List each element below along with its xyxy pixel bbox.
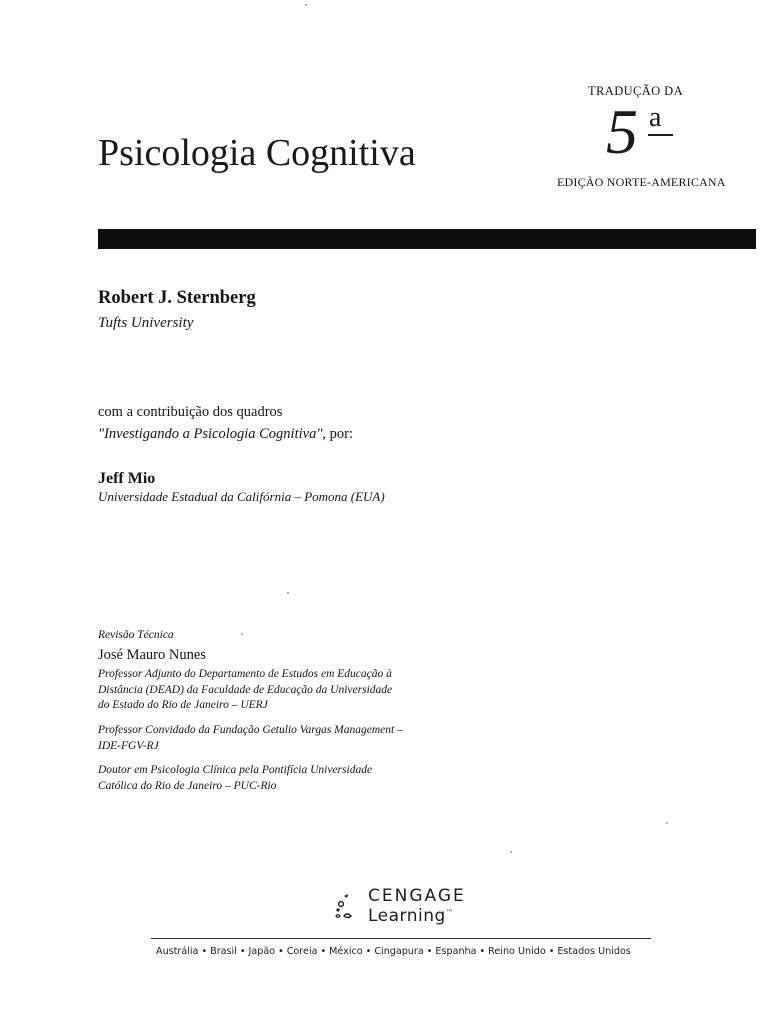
scan-speck: [666, 822, 668, 824]
reviewer-credential-line: IDE-FGV-RJ: [98, 740, 159, 752]
country-separator: •: [239, 946, 246, 957]
reviewer-credential-line: Católica do Rio de Janeiro – PUC-Rio: [98, 780, 277, 792]
publisher-subname: [368, 906, 453, 926]
country-name: Reino Unido: [488, 946, 546, 957]
book-title: Psicologia Cognitiva: [98, 132, 416, 174]
contributor-affiliation: Universidade Estadual da Califórnia – Pomona (EUA): [98, 489, 385, 504]
scan-speck: [287, 592, 289, 594]
country-name: Cingapura: [374, 946, 424, 957]
contribution-suffix: , por:: [322, 426, 354, 442]
contribution-quote: "Investigando a Psicologia Cognitiva": [98, 426, 323, 442]
publisher-logo-icon: [330, 890, 360, 924]
country-separator: •: [320, 946, 327, 957]
reviewer-credential-line: Professor Adjunto do Departamento de Estudos em Educação à: [98, 668, 392, 680]
contribution-intro: com a contribuição dos quadros: [98, 404, 283, 420]
reviewer-credential-line: Doutor em Psicologia Clínica pela Pontifícia Universidade: [98, 764, 373, 776]
publisher-countries: [156, 946, 631, 957]
country-name: Brasil: [210, 946, 237, 957]
country-separator: •: [278, 946, 284, 957]
title-divider-bar: [98, 229, 756, 249]
country-name: Japão: [248, 946, 276, 957]
contributor-name: Jeff Mio: [98, 470, 156, 487]
country-name: Coreia: [286, 946, 318, 957]
scan-speck: [305, 4, 307, 6]
edition-label-top: TRADUÇÃO DA: [588, 84, 684, 98]
author-affiliation: Tufts University: [98, 315, 194, 331]
scan-speck: [241, 633, 243, 635]
publisher-name: CENGAGE: [368, 886, 466, 906]
footer-rule: [151, 938, 651, 939]
reviewer-name: José Mauro Nunes: [98, 647, 206, 663]
publisher-trademark: ™: [445, 908, 454, 917]
contribution-line: [98, 426, 353, 443]
country-name: México: [329, 946, 363, 957]
author-name: Robert J. Sternberg: [98, 288, 256, 308]
reviewer-credential-line: Professor Convidado da Fundação Getulio Vargas Management –: [98, 724, 403, 736]
country-separator: •: [479, 946, 486, 957]
edition-superscript-underline: [648, 134, 673, 136]
edition-number: 5: [606, 96, 638, 167]
country-name: Estados Unidos: [557, 946, 631, 957]
country-separator: •: [548, 946, 555, 957]
reviewer-credential-line: Distância (DEAD) da Faculdade de Educação da Universidade: [98, 684, 393, 696]
edition-label-bottom: EDIÇÃO NORTE-AMERICANA: [557, 175, 726, 189]
scan-speck: [510, 851, 512, 853]
publisher-subname-text: Learning: [368, 906, 446, 926]
country-separator: •: [426, 946, 433, 957]
country-separator: •: [365, 946, 372, 957]
country-name: Espanha: [435, 946, 477, 957]
country-separator: •: [201, 946, 208, 957]
edition-superscript: a: [649, 102, 662, 133]
country-name: Austrália: [156, 946, 199, 957]
reviewer-credential-line: do Estado do Rio de Janeiro – UERJ: [98, 699, 268, 711]
review-heading: Revisão Técnica: [98, 629, 174, 641]
